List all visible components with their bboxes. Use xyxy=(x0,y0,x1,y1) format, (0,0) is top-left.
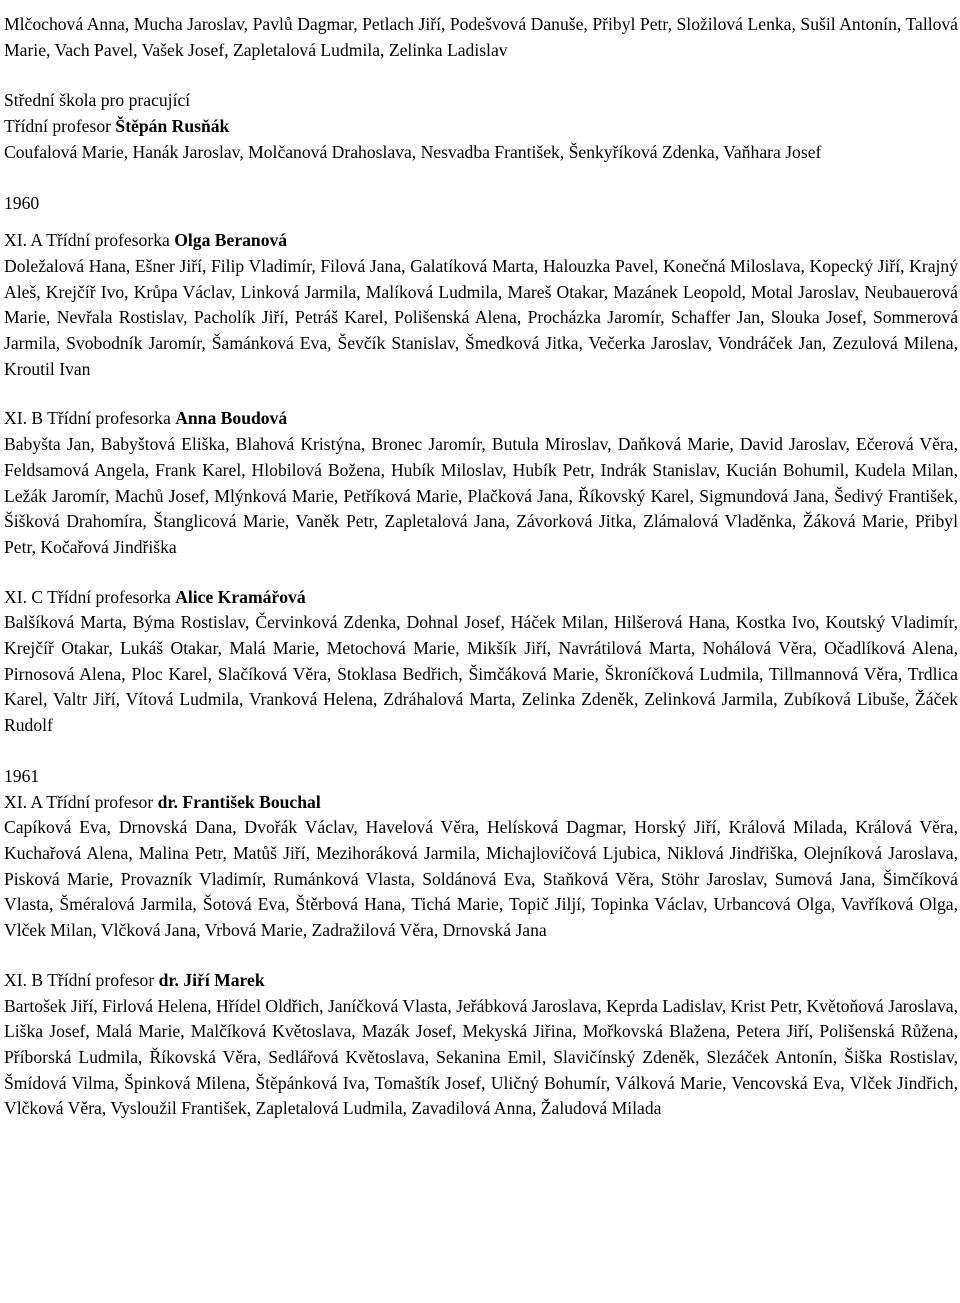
class-header-11b-1960 xyxy=(4,406,958,432)
school-students: Coufalová Marie, Hanák Jaroslav, Molčanová Drahoslava, Nesvadba František, Šenkyříková Zdenka, Vaňhara Josef xyxy=(4,141,822,162)
previous-class-students: Mlčochová Anna, Mucha Jaroslav, Pavlů Dagmar, Petlach Jiří, Podešvová Danuše, Přibyl Petr, Složilová Lenka, Sušil Antonín, Tallová Marie, Vach Pavel, Vašek Josef, Zapletalová Ludmila, Zelinka Ladislav xyxy=(4,14,958,60)
class-header-11a-1961 xyxy=(4,790,958,816)
section-11a-1960 xyxy=(4,228,958,382)
class-teacher: dr. František Bouchal xyxy=(157,791,321,812)
year-heading-1960: 1960 xyxy=(4,192,40,213)
class-prefix: XI. A Třídní profesorka xyxy=(4,230,175,251)
class-students-11a-1961: Capíková Eva, Drnovská Dana, Dvořák Václav, Havelová Věra, Helísková Dagmar, Horský Jiří, Králová Milada, Králová Věra, Kuchařová Alena, Malina Petr, Matůš Jiří, Mezihoráková Jarmila, Michajlovičová Ljubica, Niklová Jindřiška, Olejníková Jaroslava, Pisková Marie, Provazník Vladimír, Rumánková Vlasta, Soldánová Eva, Staňková Věra, Stöhr Jaroslav, Sumová Jana, Šimčíková Vlasta, Šméralová Jarmila, Šotová Eva, Štěrbová Hana, Tichá Marie, Topič Jiljí, Topinka Václav, Urbancová Olga, Vavříková Olga, Vlček Milan, Vlčková Jana, Vrbová Marie, Zadražilová Věra, Drnovská Jana xyxy=(4,817,958,941)
class-header-11c-1960 xyxy=(4,585,958,611)
class-students-11b-1960: Babyšta Jan, Babyštová Eliška, Blahová Kristýna, Bronec Jaromír, Butula Miroslav, Daňková Marie, David Jaroslav, Ečerová Věra, Feldsamová Angela, Frank Karel, Hlobilová Božena, Hubík Miloslav, Hubík Petr, Indrák Stanislav, Kucián Bohumil, Kudela Milan, Ležák Jaromír, Machů Josef, Mlýnková Marie, Petříková Marie, Plačková Jana, Říkovský Karel, Sigmundová Jana, Šedivý František, Šišková Drahomíra, Štanglicová Marie, Vaněk Petr, Zapletalová Jana, Závorková Jitka, Zlámalová Vladěnka, Žáková Marie, Přibyl Petr, Kočařová Jindřiška xyxy=(4,434,958,557)
section-11b-1960 xyxy=(4,406,958,560)
class-header-11a-1960 xyxy=(4,228,958,254)
class-teacher: dr. Jiří Marek xyxy=(158,969,265,990)
teacher-name: Štěpán Rusňák xyxy=(115,116,230,137)
class-prefix: XI. B Třídní profesorka xyxy=(4,408,176,429)
teacher-prefix: Třídní profesor xyxy=(4,116,116,137)
section-11a-1961 xyxy=(4,790,958,944)
school-title: Střední škola pro pracující xyxy=(4,90,191,111)
section-school-for-workers xyxy=(4,88,958,165)
class-teacher: Anna Boudová xyxy=(175,408,288,429)
class-teacher: Alice Kramářová xyxy=(175,586,306,607)
class-prefix: XI. B Třídní profesor xyxy=(4,969,159,990)
class-teacher: Olga Beranová xyxy=(174,230,288,251)
class-header-11b-1961 xyxy=(4,968,958,994)
section-11b-1961 xyxy=(4,968,958,1122)
section-11c-1960 xyxy=(4,585,958,739)
class-prefix: XI. C Třídní profesorka xyxy=(4,586,176,607)
class-prefix: XI. A Třídní profesor xyxy=(4,791,158,812)
class-students-11a-1960: Doležalová Hana, Ešner Jiří, Filip Vladimír, Filová Jana, Galatíková Marta, Halouzka Pavel, Konečná Miloslava, Kopecký Jiří, Krajný Aleš, Krejčíř Ivo, Krůpa Václav, Linková Jarmila, Malíková Ludmila, Mareš Otakar, Mazánek Leopold, Motal Jaroslav, Neubauerová Marie, Nevřala Rostislav, Pacholík Jiří, Petráš Karel, Polišenská Alena, Procházka Jaromír, Schaffer Jan, Slouka Josef, Sommerová Jarmila, Svobodník Jaromír, Šamánková Eva, Ševčík Stanislav, Šmedková Jitka, Večerka Jaroslav, Vondráček Jan, Zezulová Milena, Kroutil Ivan xyxy=(4,255,958,379)
class-students-11c-1960: Balšíková Marta, Býma Rostislav, Červinková Zdenka, Dohnal Josef, Háček Milan, Hilšerová Hana, Kostka Ivo, Koutský Vladimír, Krejčíř Otakar, Lukáš Otakar, Malá Marie, Metochová Marie, Mikšík Jiří, Navrátilová Marta, Nohálová Věra, Očadlíková Alena, Pirnosová Alena, Ploc Karel, Slačíková Věra, Stoklasa Bedřich, Šimčáková Marie, Škroníčková Ludmila, Tillmannová Věra, Trdlica Karel, Valtr Jiří, Vítová Ludmila, Vranková Helena, Zdráhalová Marta, Zelinka Zdeněk, Zelinková Jarmila, Zubíková Libuše, Žáček Rudolf xyxy=(4,612,958,736)
school-teacher-line xyxy=(4,114,958,140)
class-students-11b-1961: Bartošek Jiří, Firlová Helena, Hřídel Oldřich, Janíčková Vlasta, Jeřábková Jaroslava, Keprda Ladislav, Krist Petr, Květoňová Jaroslava, Liška Josef, Malá Marie, Malčíková Květoslava, Mazák Josef, Mekyská Jiřina, Mořkovská Blažena, Petera Jiří, Polišenská Růžena, Příborská Ludmila, Říkovská Věra, Sedlářová Květoslava, Sekanina Emil, Slavičínský Zdeněk, Slezáček Antonín, Šiška Rostislav, Šmídová Vilma, Špinková Milena, Štěpánková Iva, Tomaštík Josef, Uličný Bohumír, Válková Marie, Vencovská Eva, Vlček Jindřich, Vlčková Věra, Vysloužil František, Zapletalová Ludmila, Zavadilová Anna, Žaludová Milada xyxy=(4,995,958,1119)
year-heading-1961: 1961 xyxy=(4,765,40,786)
